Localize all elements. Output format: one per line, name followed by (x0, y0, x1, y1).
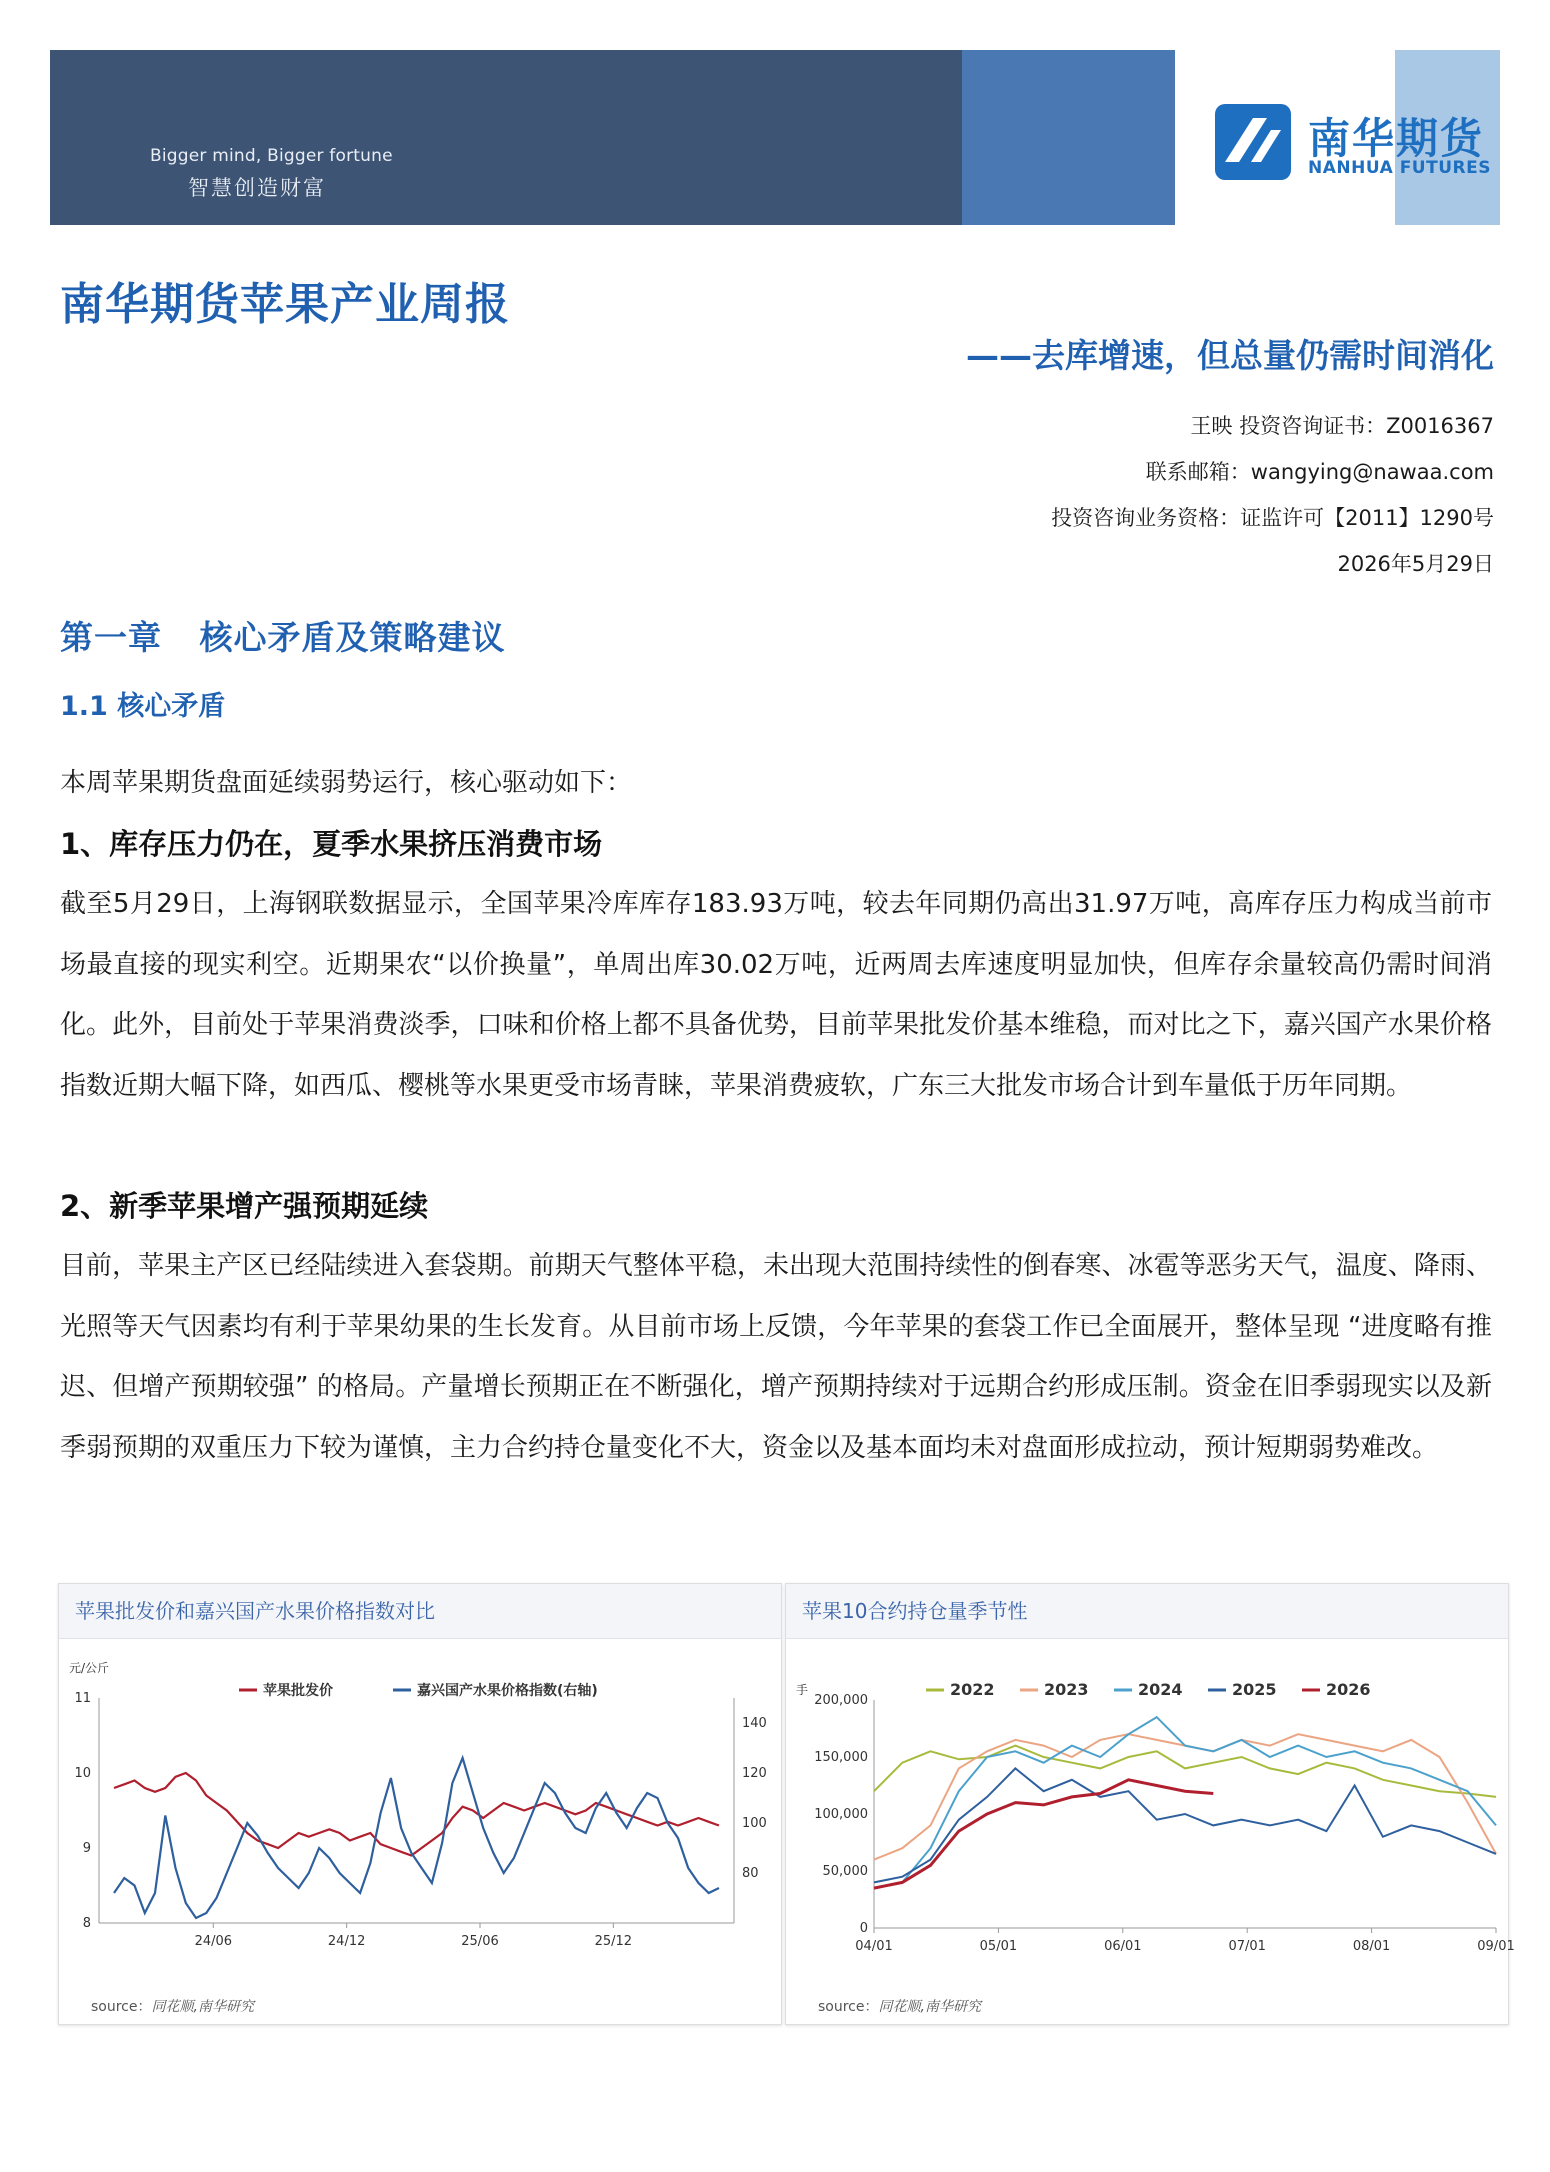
chart-source (91, 1996, 254, 2016)
x-tick-label: 25/06 (461, 1934, 499, 1949)
y-tick-label: 200,000 (814, 1693, 868, 1708)
source-label: source： (91, 1999, 152, 2015)
x-tick-label: 06/01 (1104, 1939, 1142, 1954)
report-subtitle: ——去库增速，但总量仍需时间消化 (966, 336, 1494, 375)
y-tick-label: 150,000 (814, 1750, 868, 1765)
chart-panel-price (58, 1583, 782, 2025)
y2-tick-label: 100 (742, 1816, 767, 1831)
y2-tick-label: 140 (742, 1716, 767, 1731)
intro-paragraph: 本周苹果期货盘面延续弱势运行，核心驱动如下： (60, 768, 633, 798)
open-interest-chart (786, 1638, 1515, 1978)
license-line: 投资咨询业务资格：证监许可【2011】1290号 (1051, 506, 1494, 530)
y2-tick-label: 80 (742, 1866, 759, 1881)
chart-source (818, 1996, 981, 2016)
y-tick-label: 0 (859, 1921, 868, 1936)
slogan-english: Bigger mind, Bigger fortune (150, 146, 393, 166)
email-line: 联系邮箱：wangying@nawaa.com (1145, 460, 1494, 484)
x-tick-label: 04/01 (855, 1939, 893, 1954)
y-tick-label: 11 (74, 1691, 91, 1706)
report-date: 2026年5月29日 (1337, 552, 1494, 576)
left-axis-unit: 手 (796, 1683, 809, 1697)
x-tick-label: 05/01 (979, 1939, 1018, 1954)
x-tick-label: 09/01 (1477, 1939, 1515, 1954)
y-tick-label: 10 (74, 1766, 91, 1781)
legend-label: 嘉兴国产水果价格指数(右轴) (417, 1683, 598, 1699)
y-tick-label: 100,000 (814, 1807, 868, 1822)
legend-label: 2026 (1326, 1680, 1371, 1699)
report-title: 南华期货苹果产业周报 (60, 279, 510, 330)
source-label: source： (818, 1999, 879, 2015)
legend-label: 2025 (1232, 1680, 1277, 1699)
banner-band (962, 50, 1175, 225)
chapter-heading: 第一章 核心矛盾及策略建议 (60, 618, 506, 657)
logo-text-chinese: 南华期货 (1308, 114, 1485, 163)
author-line: 王映 投资咨询证书：Z0016367 (1190, 414, 1494, 438)
series-line-apple-wholesale (114, 1773, 719, 1856)
chart-title: 苹果10合约持仓量季节性 (786, 1584, 1508, 1639)
price-chart (59, 1638, 781, 1978)
x-tick-label: 25/12 (594, 1934, 633, 1949)
y-tick-label: 50,000 (822, 1864, 868, 1879)
header-banner (50, 50, 1500, 225)
section-heading: 1.1 核心矛盾 (60, 691, 226, 722)
series-line-2026 (874, 1780, 1213, 1888)
point1-body: 截至5月29日，上海钢联数据显示，全国苹果冷库库存183.93万吨，较去年同期仍高出31.97万吨，高库存压力构成当前市场最直接的现实利空。近期果农“以价换量”，单周出库30.02万吨，近两周去库速度明显加快，但库存余量较高仍需时间消化。此外，目前处于苹果消费淡季，口味和价格上都不具备优势，目前苹果批发价基本维稳，而对比之下，嘉兴国产水果价格指数近期大幅下降，如西瓜、樱桃等水果更受市场青睐，苹果消费疲软，广东三大批发市场合计到车量低于历年同期。 (60, 889, 1492, 1101)
source-value: 同花顺,南华研究 (878, 1999, 981, 2015)
y-tick-label: 8 (82, 1916, 91, 1931)
y-tick-label: 9 (82, 1841, 91, 1856)
legend-label: 苹果批发价 (263, 1683, 333, 1699)
logo-text-english: NANHUA FUTURES (1308, 158, 1491, 178)
legend-label: 2023 (1044, 1680, 1089, 1699)
nanhua-logo-icon (1215, 104, 1291, 180)
legend-label: 2024 (1138, 1680, 1183, 1699)
x-tick-label: 24/12 (327, 1934, 366, 1949)
source-value: 同花顺,南华研究 (151, 1999, 254, 2015)
x-tick-label: 08/01 (1352, 1939, 1391, 1954)
left-axis-unit: 元/公斤 (69, 1661, 110, 1675)
point1-heading: 1、库存压力仍在，夏季水果挤压消费市场 (60, 827, 603, 861)
x-tick-label: 24/06 (194, 1934, 233, 1949)
series-line-2023 (874, 1734, 1496, 1859)
x-tick-label: 07/01 (1228, 1939, 1266, 1954)
series-line-jiaxing-index (114, 1758, 719, 1918)
series-line-2022 (874, 1746, 1496, 1797)
point2-body: 目前，苹果主产区已经陆续进入套袋期。前期天气整体平稳，未出现大范围持续性的倒春寒、冰雹等恶劣天气，温度、降雨、光照等天气因素均有利于苹果幼果的生长发育。从目前市场上反馈，今年苹果的套袋工作已全面展开，整体呈现 “进度略有推迟、但增产预期较强” 的格局。产量增长预期正在不断强化，增产预期持续对于远期合约形成压制。资金在旧季弱现实以及新季弱预期的双重压力下较为谨慎，主力合约持仓量变化不大，资金以及基本面均未对盘面形成拉动，预计短期弱势难改。 (60, 1251, 1492, 1463)
point2-heading: 2、新季苹果增产强预期延续 (60, 1189, 429, 1223)
y2-tick-label: 120 (742, 1766, 767, 1781)
legend-label: 2022 (950, 1680, 995, 1699)
chart-panel-open-interest (785, 1583, 1515, 2025)
chart-title: 苹果批发价和嘉兴国产水果价格指数对比 (59, 1584, 781, 1639)
slogan-chinese: 智慧创造财富 (188, 176, 326, 200)
